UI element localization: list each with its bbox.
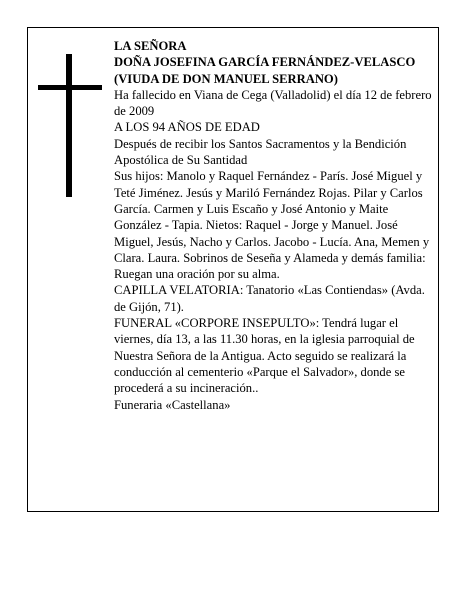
- deceased-name: DOÑA JOSEFINA GARCÍA FERNÁNDEZ-VELASCO (VIUDA DE DON MANUEL SERRANO): [114, 55, 416, 86]
- age-statement: A LOS 94 AÑOS DE EDAD: [114, 120, 260, 135]
- death-statement: Ha fallecido en Viana de Cega (Valladolid) el día 12 de febrero de 2009: [114, 87, 432, 119]
- latin-cross-icon: [38, 54, 102, 197]
- cross-vertical-bar: [66, 54, 72, 197]
- cross-horizontal-bar: [38, 85, 102, 90]
- funeral-info: FUNERAL «CORPORE INSEPULTO»: Tendrá lugar el viernes, día 13, a las 11.30 horas, en la iglesia parroquial de Nuestra Señora de la Antigua. Acto seguido se realizará la conducción al cementerio «Parque el Salvador», donde se procederá a su incineración..: [114, 316, 415, 396]
- notice-title: LA SEÑORA: [114, 39, 187, 53]
- funeral-home: Funeraria «Castellana»: [114, 397, 231, 412]
- prayer-request: Ruegan una oración por su alma.: [114, 267, 280, 282]
- sacraments-statement: Después de recibir los Santos Sacramentos y la Bendición Apostólica de Su Santidad: [114, 136, 407, 168]
- obituary-text: [114, 38, 436, 413]
- family-list: Sus hijos: Manolo y Raquel Fernández - París. José Miguel y Teté Jiménez. Jesús y Mariló Fernández Rojas. Pilar y Carlos García. Carmen y Luis Escaño y José Antonio y Maite González - Tapia. Nietos: Raquel - Jorge y Manuel. José Miguel, Jesús, Nacho y Carlos. Jacobo - Lucía. Ana, Memen y Clara. Laura. Sobrinos de Seseña y Alameda y demás familia:: [114, 169, 430, 265]
- chapel-info: CAPILLA VELATORIA: Tanatorio «Las Contiendas» (Avda. de Gijón, 71).: [114, 283, 425, 314]
